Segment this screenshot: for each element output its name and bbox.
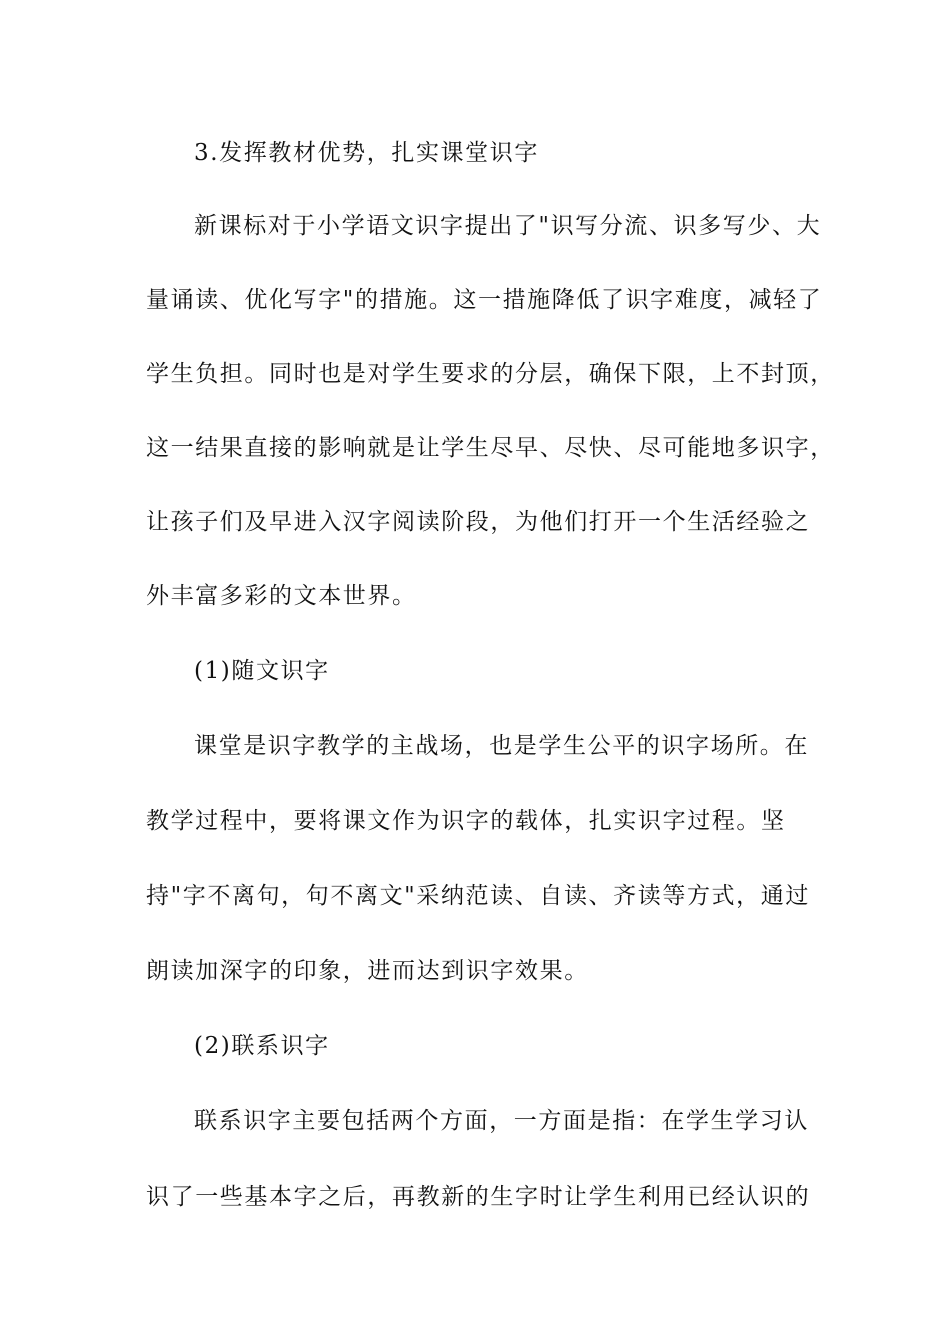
subsection-heading: (1)随文识字	[194, 658, 330, 684]
paragraph-line: 新课标对于小学语文识字提出了"识写分流、识多写少、大	[194, 213, 822, 239]
paragraph-line: 识了一些基本字之后，再教新的生字时让学生利用已经认识的	[146, 1184, 811, 1210]
paragraph-line: 外丰富多彩的文本世界。	[146, 583, 417, 609]
paragraph-line: 课堂是识字教学的主战场，也是学生公平的识字场所。在	[194, 733, 809, 759]
paragraph-line: 量诵读、优化写字"的措施。这一措施降低了识字难度，减轻了	[146, 287, 823, 313]
subsection-heading: (2)联系识字	[194, 1033, 330, 1059]
paragraph-line: 持"字不离句，句不离文"采纳范读、自读、齐读等方式，通过	[146, 883, 810, 909]
section-heading: 3.发挥教材优势，扎实课堂识字	[194, 140, 539, 166]
paragraph-line: 联系识字主要包括两个方面，一方面是指：在学生学习认	[194, 1108, 809, 1134]
paragraph-line: 让孩子们及早进入汉字阅读阶段，为他们打开一个生活经验之	[146, 509, 811, 535]
paragraph-line: 学生负担。同时也是对学生要求的分层，确保下限，上不封顶，	[146, 361, 835, 387]
paragraph-line: 这一结果直接的影响就是让学生尽早、尽快、尽可能地多识字，	[146, 435, 835, 461]
paragraph-line: 朗读加深字的印象，进而达到识字效果。	[146, 958, 589, 984]
paragraph-line: 教学过程中，要将课文作为识字的载体，扎实识字过程。坚	[146, 808, 786, 834]
